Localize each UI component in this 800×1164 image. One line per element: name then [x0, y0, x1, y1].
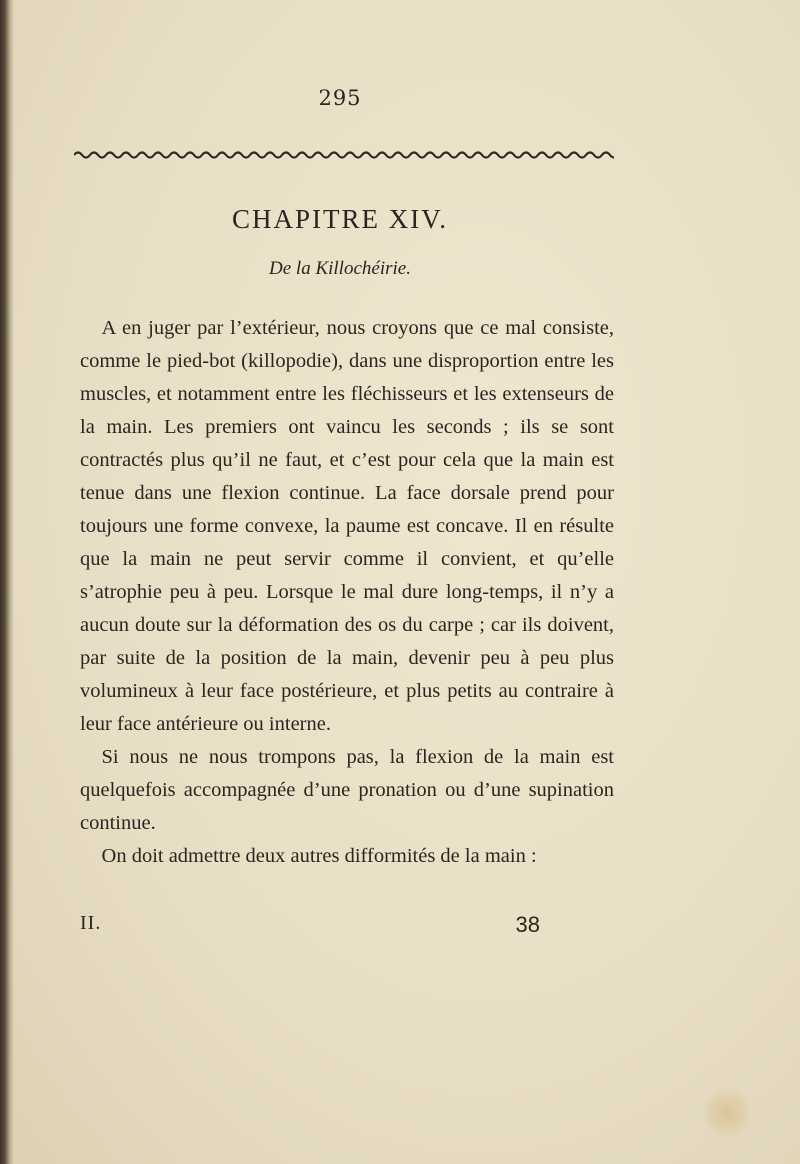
ornamental-rule: [74, 150, 614, 160]
gathering-signature: 38: [515, 912, 540, 937]
chapter-subtitle: De la Killochéirie.: [269, 258, 411, 279]
chapter-title: CHAPITRE XIV.: [231, 204, 448, 234]
page-binding-shadow: [0, 0, 14, 1164]
paragraph-3: On doit admettre deux autres difformités de la main :: [101, 845, 537, 867]
paragraph-1: A en juger par l’extérieur, nous croyons que ce mal consiste, comme le pied-bot (killopodie), dans une disproportion entre les muscles, et notamment entre les fléchisseurs et les extenseurs de la main. Les premiers ont vaincu les seconds ; ils se sont contractés plus qu’il ne faut, et c’est pour cela que la main est tenue dans une flexion continue. La face dorsale prend pour toujours une forme convexe, la paume est concave. Il en résulte que la main ne peut servir comme il convient, et qu’elle s’atrophie peu à peu. Lorsque le mal dure long-temps, il n’y a aucun doute sur la déformation des os du carpe ; car ils doivent, par suite de la position de la main, devenir peu à peu plus volumineux à leur face postérieure, et plus petits au contraire à leur face antérieure ou interne.: [80, 317, 614, 735]
body-text: [80, 312, 614, 873]
paragraph-2: Si nous ne nous trompons pas, la flexion de la main est quelquefois accompagnée d’une pronation ou d’une supination continue.: [80, 746, 614, 834]
volume-signature: II.: [80, 912, 102, 934]
page-number: 295: [318, 86, 362, 110]
paper-stain: [704, 1088, 750, 1138]
